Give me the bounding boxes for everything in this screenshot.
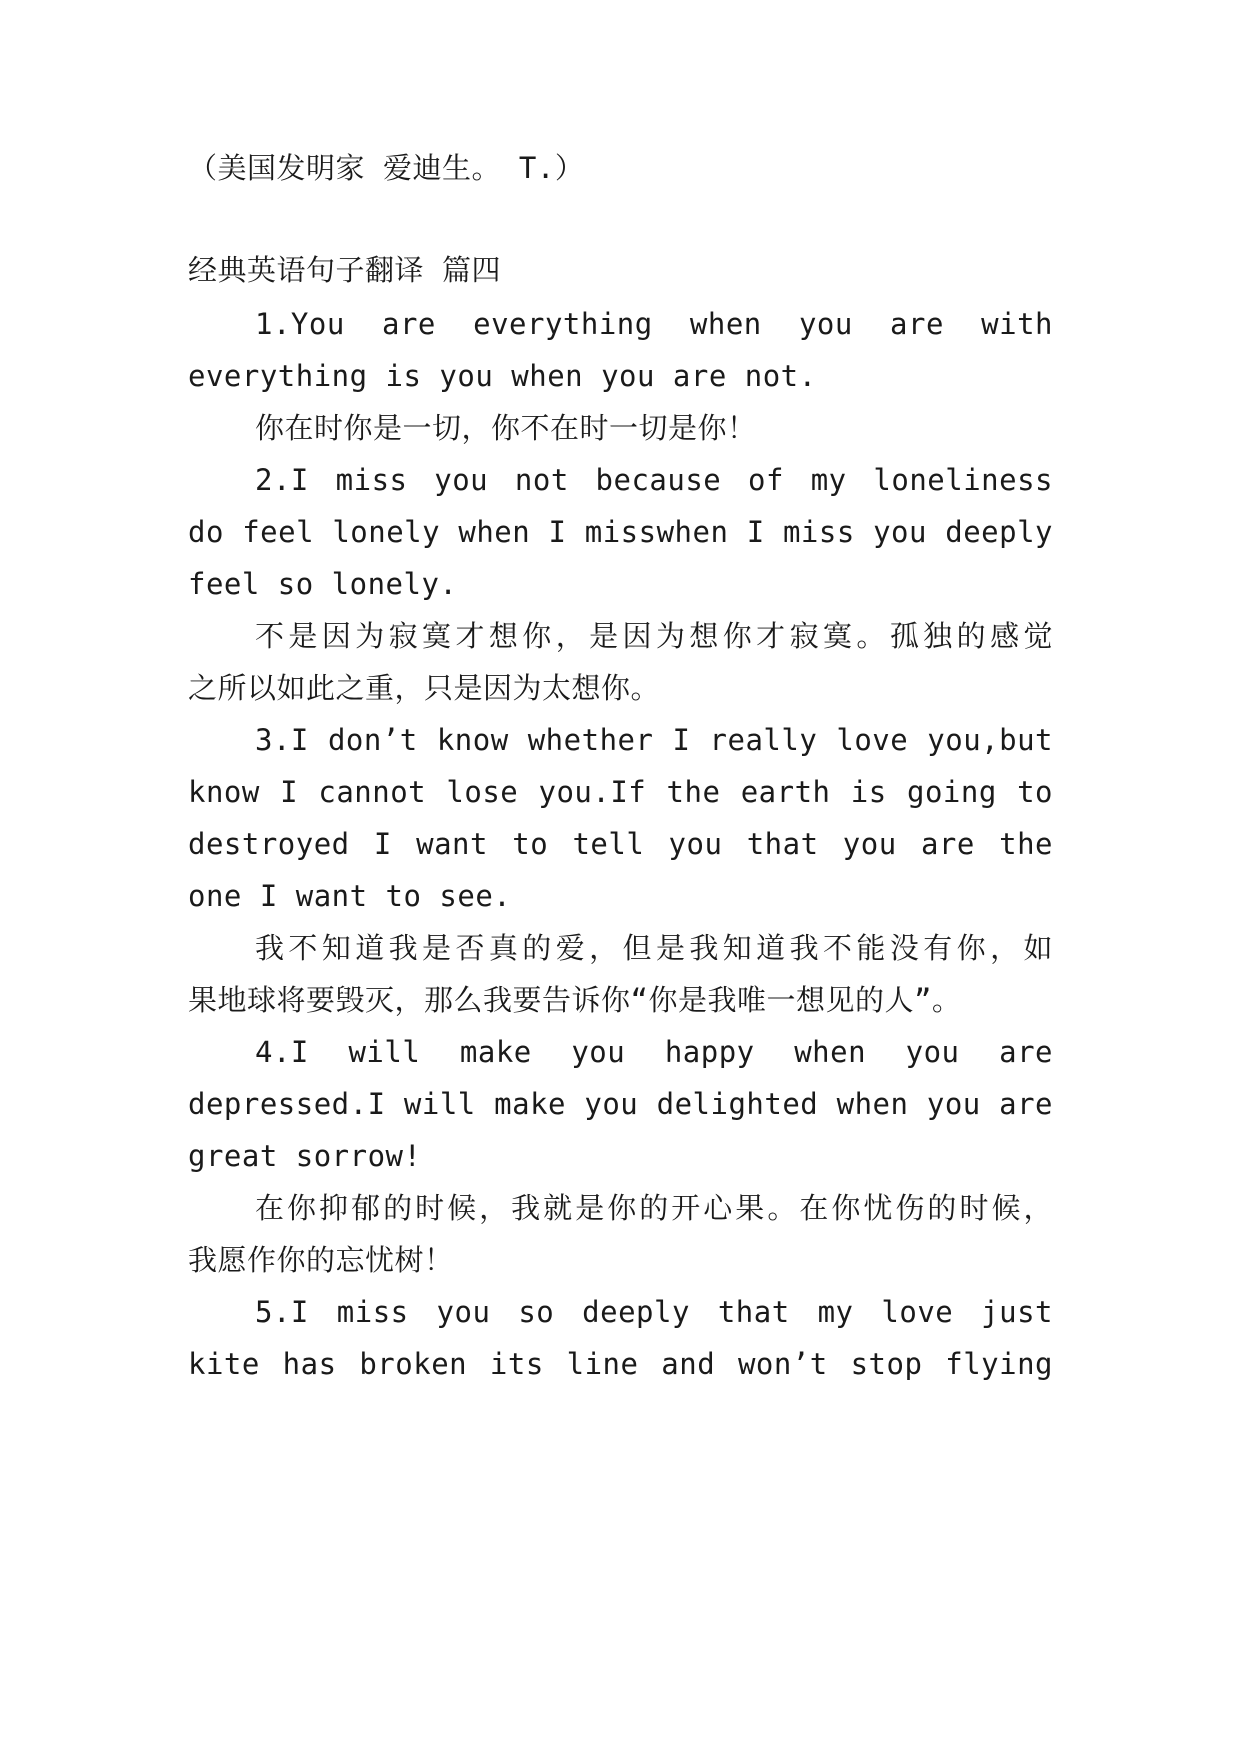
sentence-2-zh-line-1: 不是因为寂寞才想你，是因为想你才寂寞。孤独的感觉 [255, 619, 1053, 653]
sentence-3-en-line-3: destroyed I want to tell you that you are the [188, 827, 1053, 861]
sentence-3-en-line-4: one I want to see. [188, 879, 512, 913]
sentence-4-en-line-1: 4.I will make you happy when you are [255, 1035, 1053, 1069]
sentence-3-zh-line-2: 果地球将要毁灭，那么我要告诉你“你是我唯一想见的人”。 [188, 983, 962, 1017]
sentence-2-en-line-3: feel so lonely. [188, 567, 458, 601]
section-heading: 经典英语句子翻译 篇四 [188, 253, 501, 287]
sentence-5-en-line-1: 5.I miss you so deeply that my love just [255, 1295, 1053, 1329]
sentence-3-zh-line-1: 我不知道我是否真的爱，但是我知道我不能没有你，如 [255, 931, 1053, 965]
sentence-5-en-line-2: kite has broken its line and won’t stop flying [188, 1347, 1053, 1381]
attribution-line: （美国发明家 爱迪生。 T.） [188, 151, 585, 185]
sentence-1-en-line-1: 1.You are everything when you are with [255, 307, 1053, 341]
sentence-2-en-line-1: 2.I miss you not because of my loneliness [255, 463, 1053, 497]
sentence-4-zh-line-2: 我愿作你的忘忧树！ [188, 1243, 454, 1277]
sentence-4-en-line-3: great sorrow! [188, 1139, 422, 1173]
sentence-2-en-line-2: do feel lonely when I misswhen I miss you deeply [188, 515, 1053, 549]
sentence-3-en-line-1: 3.I don’t know whether I really love you,but [255, 723, 1053, 757]
sentence-2-zh-line-2: 之所以如此之重，只是因为太想你。 [188, 671, 661, 705]
sentence-1-zh: 你在时你是一切，你不在时一切是你！ [255, 411, 757, 445]
sentence-1-en-line-2: everything is you when you are not. [188, 359, 817, 393]
sentence-4-en-line-2: depressed.I will make you delighted when you are [188, 1087, 1053, 1121]
sentence-3-en-line-2: know I cannot lose you.If the earth is going to [188, 775, 1053, 809]
sentence-4-zh-line-1: 在你抑郁的时候，我就是你的开心果。在你忧伤的时候， [255, 1191, 1053, 1225]
